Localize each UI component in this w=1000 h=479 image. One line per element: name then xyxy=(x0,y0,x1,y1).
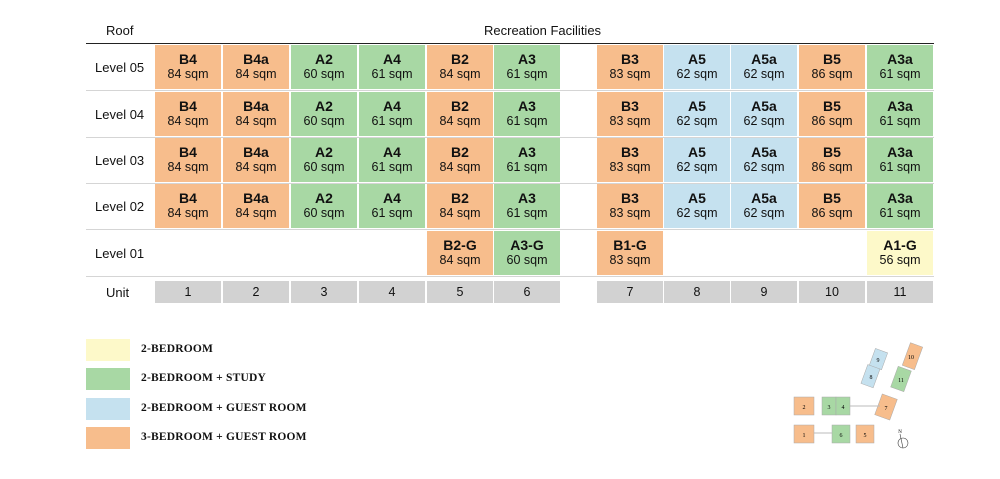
unit-area: 61 sqm xyxy=(506,67,548,81)
site-plan-label: 2 xyxy=(802,405,806,411)
unit-area: 62 sqm xyxy=(676,67,718,81)
unit-area: 86 sqm xyxy=(811,67,853,81)
legend-swatch xyxy=(86,339,130,361)
unit-area: 60 sqm xyxy=(303,160,345,174)
site-plan-unit-10 xyxy=(902,343,922,370)
unit-code: B2 xyxy=(451,144,469,160)
row-divider xyxy=(86,90,934,91)
site-plan-map xyxy=(780,340,930,460)
legend-swatch xyxy=(86,398,130,420)
unit-cell xyxy=(731,45,797,89)
unit-code: A3a xyxy=(887,98,913,114)
site-plan-label: 5 xyxy=(863,433,867,439)
unit-cell xyxy=(867,184,933,228)
unit-number: 6 xyxy=(494,281,560,303)
compass-north-label: N xyxy=(898,430,902,435)
unit-code: B5 xyxy=(823,98,841,114)
unit-number: 11 xyxy=(867,281,933,303)
site-plan-label: 4 xyxy=(841,405,845,411)
site-plan-unit-7 xyxy=(875,394,898,420)
unit-area: 86 sqm xyxy=(811,114,853,128)
unit-cell xyxy=(359,138,425,182)
legend-label: 2-BEDROOM + GUEST ROOM xyxy=(141,402,307,414)
unit-cell xyxy=(494,45,560,89)
unit-cell xyxy=(155,92,221,136)
site-plan-unit-8 xyxy=(861,365,880,388)
unit-area: 84 sqm xyxy=(167,114,209,128)
unit-area: 61 sqm xyxy=(879,206,921,220)
unit-cell xyxy=(731,184,797,228)
unit-code: B4a xyxy=(243,98,269,114)
unit-code: A3a xyxy=(887,51,913,67)
unit-code: B3 xyxy=(621,51,639,67)
row-divider xyxy=(86,276,934,277)
site-plan-label: 6 xyxy=(839,433,843,439)
site-plan-unit-1 xyxy=(794,425,814,443)
unit-code: A1-G xyxy=(883,237,917,253)
unit-cell xyxy=(799,184,865,228)
unit-cell xyxy=(731,92,797,136)
unit-area: 83 sqm xyxy=(609,160,651,174)
unit-cell xyxy=(359,92,425,136)
unit-area: 84 sqm xyxy=(167,67,209,81)
unit-area: 83 sqm xyxy=(609,253,651,267)
unit-cell xyxy=(664,92,730,136)
unit-code: A4 xyxy=(383,144,401,160)
unit-code: A3a xyxy=(887,190,913,206)
legend-swatch xyxy=(86,368,130,390)
site-plan-unit-4 xyxy=(836,397,850,415)
unit-code: B4 xyxy=(179,190,197,206)
unit-area: 61 sqm xyxy=(879,160,921,174)
unit-cell xyxy=(597,92,663,136)
unit-code: A5 xyxy=(688,190,706,206)
unit-code: A5 xyxy=(688,98,706,114)
unit-code: B2-G xyxy=(443,237,477,253)
compass-icon xyxy=(898,430,908,448)
unit-code: B2 xyxy=(451,51,469,67)
level-label: Level 01 xyxy=(95,245,145,261)
unit-area: 84 sqm xyxy=(439,114,481,128)
unit-area: 60 sqm xyxy=(506,253,548,267)
unit-area: 62 sqm xyxy=(743,114,785,128)
unit-cell xyxy=(427,184,493,228)
legend-label: 3-BEDROOM + GUEST ROOM xyxy=(141,431,307,443)
unit-cell xyxy=(359,184,425,228)
unit-cell xyxy=(867,92,933,136)
level-label: Level 02 xyxy=(95,198,145,214)
unit-cell xyxy=(731,138,797,182)
unit-cell xyxy=(597,45,663,89)
unit-cell xyxy=(867,45,933,89)
unit-code: B3 xyxy=(621,144,639,160)
unit-cell xyxy=(155,138,221,182)
unit-cell xyxy=(427,45,493,89)
unit-code: B5 xyxy=(823,144,841,160)
unit-code: A2 xyxy=(315,190,333,206)
unit-code: B4 xyxy=(179,144,197,160)
unit-code: B3 xyxy=(621,98,639,114)
unit-code: B4a xyxy=(243,190,269,206)
site-plan-label: 7 xyxy=(884,406,888,412)
unit-number: 8 xyxy=(664,281,730,303)
unit-area: 61 sqm xyxy=(371,206,413,220)
unit-cell xyxy=(291,92,357,136)
unit-row-label: Unit xyxy=(106,284,130,300)
unit-cell xyxy=(664,45,730,89)
unit-area: 60 sqm xyxy=(303,206,345,220)
unit-area: 60 sqm xyxy=(303,114,345,128)
unit-code: A3-G xyxy=(510,237,544,253)
unit-code: A2 xyxy=(315,51,333,67)
unit-cell xyxy=(223,92,289,136)
unit-code: B5 xyxy=(823,190,841,206)
unit-cell xyxy=(494,231,560,275)
unit-area: 83 sqm xyxy=(609,206,651,220)
unit-cell xyxy=(223,45,289,89)
unit-number: 10 xyxy=(799,281,865,303)
unit-area: 62 sqm xyxy=(676,114,718,128)
unit-code: A4 xyxy=(383,51,401,67)
unit-code: A5a xyxy=(751,190,777,206)
site-plan-label: 1 xyxy=(802,433,806,439)
unit-area: 83 sqm xyxy=(609,114,651,128)
header-recreation-facilities: Recreation Facilities xyxy=(484,23,602,38)
unit-area: 86 sqm xyxy=(811,160,853,174)
unit-cell xyxy=(427,231,493,275)
unit-code: A4 xyxy=(383,98,401,114)
unit-code: A2 xyxy=(315,98,333,114)
unit-area: 86 sqm xyxy=(811,206,853,220)
unit-cell xyxy=(799,92,865,136)
level-label: Level 05 xyxy=(95,59,145,75)
unit-cell xyxy=(223,138,289,182)
unit-cell xyxy=(799,45,865,89)
unit-area: 62 sqm xyxy=(743,160,785,174)
unit-number: 4 xyxy=(359,281,425,303)
unit-area: 62 sqm xyxy=(676,160,718,174)
unit-number: 2 xyxy=(223,281,289,303)
unit-code: A2 xyxy=(315,144,333,160)
unit-cell xyxy=(223,184,289,228)
unit-cell xyxy=(664,138,730,182)
unit-area: 61 sqm xyxy=(371,160,413,174)
unit-code: B4 xyxy=(179,51,197,67)
unit-cell xyxy=(664,184,730,228)
unit-cell xyxy=(867,138,933,182)
unit-code: A3a xyxy=(887,144,913,160)
unit-code: A3 xyxy=(518,144,536,160)
unit-cell xyxy=(427,138,493,182)
unit-code: A3 xyxy=(518,190,536,206)
site-plan-unit-5 xyxy=(856,425,874,443)
unit-cell xyxy=(597,231,663,275)
unit-area: 84 sqm xyxy=(235,67,277,81)
unit-area: 61 sqm xyxy=(879,114,921,128)
unit-code: A3 xyxy=(518,98,536,114)
unit-code: A5a xyxy=(751,51,777,67)
unit-number: 9 xyxy=(731,281,797,303)
unit-area: 61 sqm xyxy=(371,67,413,81)
site-plan-unit-2 xyxy=(794,397,814,415)
header-divider xyxy=(86,43,934,44)
unit-area: 62 sqm xyxy=(743,67,785,81)
unit-cell xyxy=(494,92,560,136)
site-plan-unit-6 xyxy=(832,425,850,443)
unit-code: B1-G xyxy=(613,237,647,253)
site-plan-label: 3 xyxy=(827,405,831,411)
row-divider xyxy=(86,229,934,230)
site-plan-label: 8 xyxy=(869,375,873,381)
unit-area: 60 sqm xyxy=(303,67,345,81)
unit-area: 84 sqm xyxy=(439,67,481,81)
unit-cell xyxy=(291,184,357,228)
unit-area: 62 sqm xyxy=(743,206,785,220)
unit-number: 7 xyxy=(597,281,663,303)
unit-cell xyxy=(867,231,933,275)
unit-area: 84 sqm xyxy=(235,114,277,128)
unit-code: A3 xyxy=(518,51,536,67)
unit-cell xyxy=(597,138,663,182)
unit-area: 84 sqm xyxy=(439,160,481,174)
site-plan-label: 9 xyxy=(876,358,880,364)
unit-cell xyxy=(291,45,357,89)
unit-area: 84 sqm xyxy=(235,206,277,220)
unit-code: B4a xyxy=(243,144,269,160)
unit-area: 61 sqm xyxy=(506,160,548,174)
unit-area: 56 sqm xyxy=(879,253,921,267)
unit-code: A5 xyxy=(688,51,706,67)
unit-code: B2 xyxy=(451,190,469,206)
legend-label: 2-BEDROOM xyxy=(141,343,214,355)
unit-code: A5a xyxy=(751,144,777,160)
level-label: Level 03 xyxy=(95,152,145,168)
unit-code: B2 xyxy=(451,98,469,114)
unit-area: 83 sqm xyxy=(609,67,651,81)
unit-area: 84 sqm xyxy=(439,253,481,267)
unit-code: A4 xyxy=(383,190,401,206)
unit-area: 61 sqm xyxy=(371,114,413,128)
unit-area: 84 sqm xyxy=(235,160,277,174)
unit-area: 84 sqm xyxy=(439,206,481,220)
unit-area: 61 sqm xyxy=(506,206,548,220)
unit-area: 62 sqm xyxy=(676,206,718,220)
level-label: Level 04 xyxy=(95,106,145,122)
unit-cell xyxy=(359,45,425,89)
unit-number: 1 xyxy=(155,281,221,303)
site-plan-label: 11 xyxy=(898,378,904,384)
unit-cell xyxy=(155,45,221,89)
unit-cell xyxy=(799,138,865,182)
unit-code: A5a xyxy=(751,98,777,114)
legend-swatch xyxy=(86,427,130,449)
header-roof: Roof xyxy=(106,23,134,38)
unit-cell xyxy=(427,92,493,136)
legend-label: 2-BEDROOM + STUDY xyxy=(141,372,266,384)
unit-number: 5 xyxy=(427,281,493,303)
unit-cell xyxy=(291,138,357,182)
unit-number: 3 xyxy=(291,281,357,303)
unit-cell xyxy=(155,184,221,228)
unit-area: 61 sqm xyxy=(879,67,921,81)
unit-cell xyxy=(494,138,560,182)
unit-area: 61 sqm xyxy=(506,114,548,128)
unit-code: A5 xyxy=(688,144,706,160)
unit-code: B4a xyxy=(243,51,269,67)
unit-code: B5 xyxy=(823,51,841,67)
unit-area: 84 sqm xyxy=(167,206,209,220)
unit-area: 84 sqm xyxy=(167,160,209,174)
unit-cell xyxy=(494,184,560,228)
unit-code: B4 xyxy=(179,98,197,114)
site-plan-unit-11 xyxy=(891,366,912,391)
site-plan-label: 10 xyxy=(908,355,914,361)
site-plan-unit-3 xyxy=(822,397,836,415)
unit-code: B3 xyxy=(621,190,639,206)
unit-cell xyxy=(597,184,663,228)
